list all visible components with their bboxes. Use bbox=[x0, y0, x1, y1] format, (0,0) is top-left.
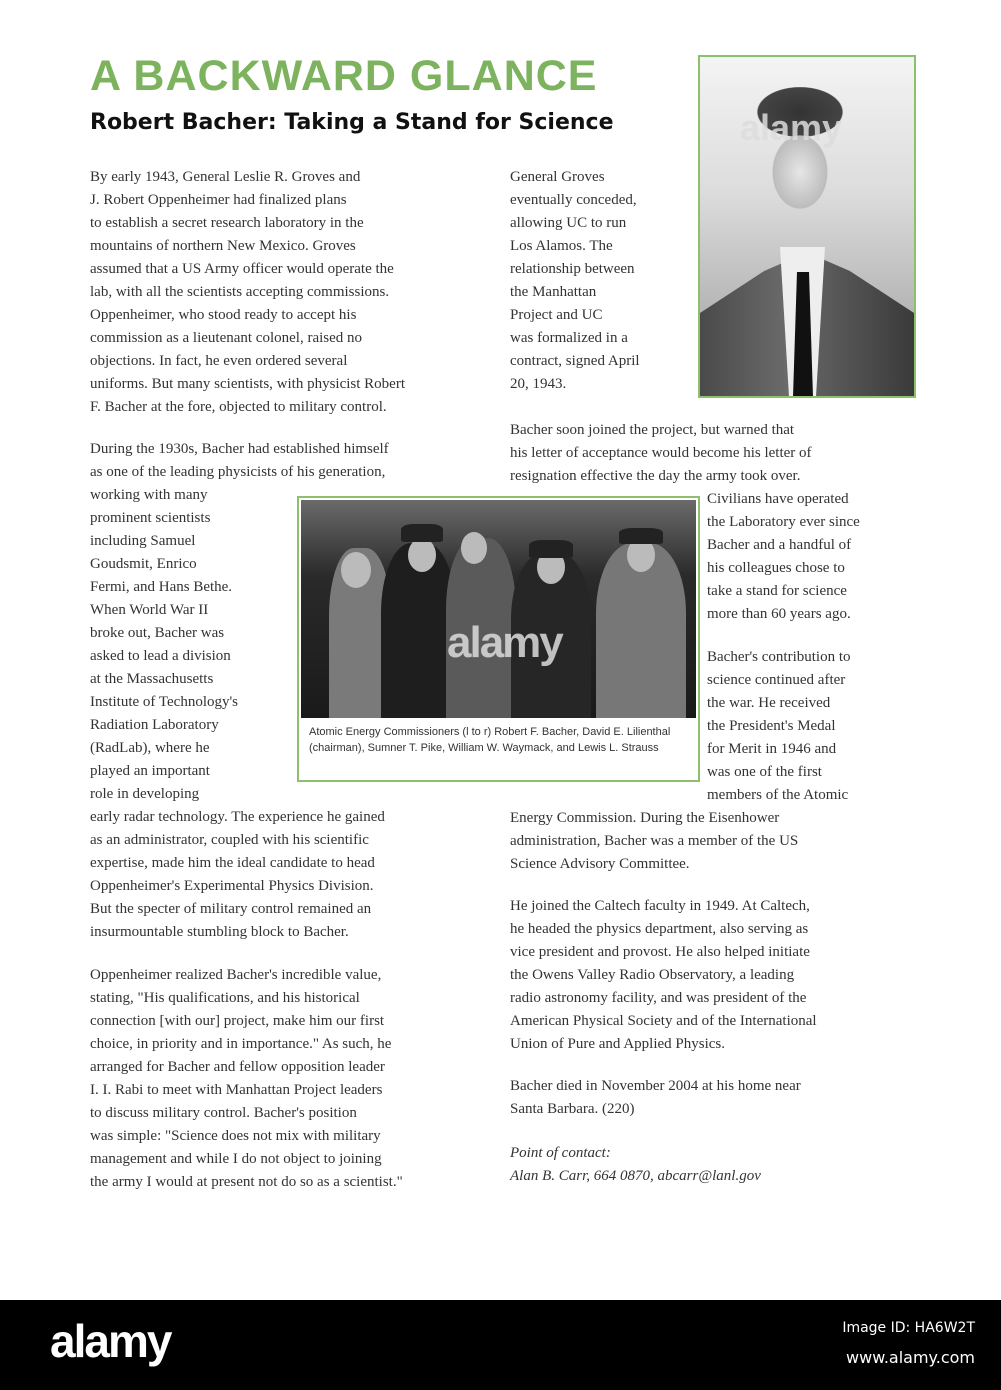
body-text-line: role in developing bbox=[90, 786, 200, 802]
body-text-line: Bacher soon joined the project, but warned that bbox=[510, 422, 795, 438]
body-text-line: the President's Medal bbox=[707, 718, 836, 734]
photo-caption: Atomic Energy Commissioners (l to r) Robert F. Bacher, David E. Lilienthal (chairman), Sumner T. Pike, William W. Waymack, and Lewis L. Strauss bbox=[309, 726, 671, 754]
contact-line: Alan B. Carr, 664 0870, abcarr@lanl.gov bbox=[510, 1168, 761, 1184]
body-text-line: Bacher died in November 2004 at his home near bbox=[510, 1078, 801, 1094]
site-url: www.alamy.com bbox=[846, 1348, 975, 1367]
body-text-line: Oppenheimer's Experimental Physics Division. bbox=[90, 878, 374, 894]
body-text-line: arranged for Bacher and fellow opposition leader bbox=[90, 1059, 385, 1075]
body-text-line: his colleagues chose to bbox=[707, 560, 845, 576]
body-text-line: Bacher's contribution to bbox=[707, 649, 851, 665]
body-text-line: broke out, Bacher was bbox=[90, 625, 225, 641]
body-text-line: was simple: "Science does not mix with military bbox=[90, 1128, 381, 1144]
body-text-line: I. I. Rabi to meet with Manhattan Project leaders bbox=[90, 1082, 383, 1098]
body-text-line: Oppenheimer, who stood ready to accept his bbox=[90, 307, 357, 323]
watermark-portrait: alamy bbox=[740, 107, 843, 148]
body-text-line: for Merit in 1946 and bbox=[707, 741, 837, 757]
body-text-line: Union of Pure and Applied Physics. bbox=[510, 1036, 725, 1052]
body-text-line: the Laboratory ever since bbox=[707, 514, 860, 530]
body-text-line: Santa Barbara. (220) bbox=[510, 1101, 635, 1117]
body-text-line: connection [with our] project, make him our first bbox=[90, 1013, 385, 1029]
body-text-line: Goudsmit, Enrico bbox=[90, 556, 197, 572]
body-text-line: to discuss military control. Bacher's position bbox=[90, 1105, 357, 1121]
body-text-line: radio astronomy facility, and was president of the bbox=[510, 990, 807, 1006]
image-id: Image ID: HA6W2T bbox=[842, 1320, 975, 1336]
contact-line: Point of contact: bbox=[510, 1145, 611, 1161]
body-text-line: F. Bacher at the fore, objected to military control. bbox=[90, 399, 387, 415]
body-text-line: more than 60 years ago. bbox=[707, 606, 851, 622]
body-text-line: science continued after bbox=[707, 672, 846, 688]
body-text-line: Radiation Laboratory bbox=[90, 717, 219, 733]
body-text-line: prominent scientists bbox=[90, 510, 211, 526]
body-text-line: management and while I do not object to joining bbox=[90, 1151, 382, 1167]
body-text-line: to establish a secret research laboratory in the bbox=[90, 215, 364, 231]
body-text-line: J. Robert Oppenheimer had finalized plans bbox=[90, 192, 347, 208]
body-text-line: commission as a lieutenant colonel, raised no bbox=[90, 330, 363, 346]
body-text-line: mountains of northern New Mexico. Groves bbox=[90, 238, 356, 254]
body-text-line: resignation effective the day the army took over. bbox=[510, 468, 801, 484]
person-hat bbox=[619, 528, 663, 544]
body-text-line: choice, in priority and in importance." As such, he bbox=[90, 1036, 392, 1052]
body-text-line: Civilians have operated bbox=[707, 491, 849, 507]
body-text-line: vice president and provost. He also helped initiate bbox=[510, 944, 810, 960]
body-text-line: During the 1930s, Bacher had established himself bbox=[90, 441, 389, 457]
body-text-line: insurmountable stumbling block to Bacher. bbox=[90, 924, 349, 940]
body-text-line: He joined the Caltech faculty in 1949. At Caltech, bbox=[510, 898, 810, 914]
body-text-line: members of the Atomic bbox=[707, 787, 849, 803]
person-hat bbox=[529, 540, 573, 558]
person-head bbox=[341, 552, 371, 588]
body-text-line: as an administrator, coupled with his scientific bbox=[90, 832, 369, 848]
body-text-line: American Physical Society and of the International bbox=[510, 1013, 817, 1029]
body-text-line: Bacher and a handful of bbox=[707, 537, 852, 553]
group-photo-figure bbox=[297, 496, 700, 782]
body-text-line: including Samuel bbox=[90, 533, 196, 549]
person-hat bbox=[401, 524, 443, 542]
stock-footer-bar bbox=[0, 1300, 1001, 1390]
body-text-line: the army I would at present not do so as a scientist." bbox=[90, 1174, 403, 1190]
body-text-line: contract, signed April bbox=[510, 353, 640, 369]
body-text-line: Fermi, and Hans Bethe. bbox=[90, 579, 233, 595]
body-text-line: Project and UC bbox=[510, 307, 603, 323]
page-title: A BACKWARD GLANCE bbox=[90, 52, 598, 100]
body-text-line: working with many bbox=[90, 487, 208, 503]
body-text-line: (RadLab), where he bbox=[90, 740, 210, 756]
body-text-line: stating, "His qualifications, and his historical bbox=[90, 990, 360, 1006]
body-text-line: Los Alamos. The bbox=[510, 238, 613, 254]
body-text-line: the war. He received bbox=[707, 695, 831, 711]
body-text-line: was one of the first bbox=[707, 764, 822, 780]
body-text-line: eventually conceded, bbox=[510, 192, 637, 208]
body-text-line: Oppenheimer realized Bacher's incredible value, bbox=[90, 967, 382, 983]
body-text-line: expertise, made him the ideal candidate to head bbox=[90, 855, 375, 871]
body-text-line: his letter of acceptance would become his letter of bbox=[510, 445, 812, 461]
body-text-line: relationship between bbox=[510, 261, 635, 277]
body-text-line: Science Advisory Committee. bbox=[510, 856, 690, 872]
body-text-line: at the Massachusetts bbox=[90, 671, 214, 687]
commissioners-photo bbox=[301, 500, 696, 718]
alamy-logo: alamy bbox=[50, 1315, 171, 1367]
body-text-line: as one of the leading physicists of his generation, bbox=[90, 464, 386, 480]
body-text-line: assumed that a US Army officer would operate the bbox=[90, 261, 394, 277]
robert-bacher-portrait bbox=[698, 55, 916, 398]
body-text-line: was formalized in a bbox=[510, 330, 628, 346]
body-text-line: take a stand for science bbox=[707, 583, 847, 599]
body-text-line: objections. In fact, he even ordered several bbox=[90, 353, 348, 369]
body-text-line: played an important bbox=[90, 763, 210, 779]
body-text-line: 20, 1943. bbox=[510, 376, 567, 392]
body-text-line: he headed the physics department, also serving as bbox=[510, 921, 809, 937]
body-text-line: When World War II bbox=[90, 602, 209, 618]
body-text-line: the Manhattan bbox=[510, 284, 597, 300]
body-text-line: uniforms. But many scientists, with physicist Robert bbox=[90, 376, 405, 392]
body-text-line: administration, Bacher was a member of the US bbox=[510, 833, 799, 849]
person-head bbox=[461, 532, 487, 564]
body-text-line: Institute of Technology's bbox=[90, 694, 239, 710]
body-text-line: But the specter of military control remained an bbox=[90, 901, 372, 917]
body-text-line: the Owens Valley Radio Observatory, a leading bbox=[510, 967, 795, 983]
body-text-line: allowing UC to run bbox=[510, 215, 627, 231]
body-text-line: lab, with all the scientists accepting commissions. bbox=[90, 284, 390, 300]
body-text-line: By early 1943, General Leslie R. Groves and bbox=[90, 169, 361, 185]
body-text-line: General Groves bbox=[510, 169, 605, 185]
body-text-line: Energy Commission. During the Eisenhower bbox=[510, 810, 780, 826]
person-head bbox=[408, 538, 436, 572]
watermark-center: alamy bbox=[447, 618, 562, 667]
article-subtitle: Robert Bacher: Taking a Stand for Science bbox=[90, 110, 614, 135]
body-text-line: asked to lead a division bbox=[90, 648, 231, 664]
body-text-line: early radar technology. The experience he gained bbox=[90, 809, 385, 825]
